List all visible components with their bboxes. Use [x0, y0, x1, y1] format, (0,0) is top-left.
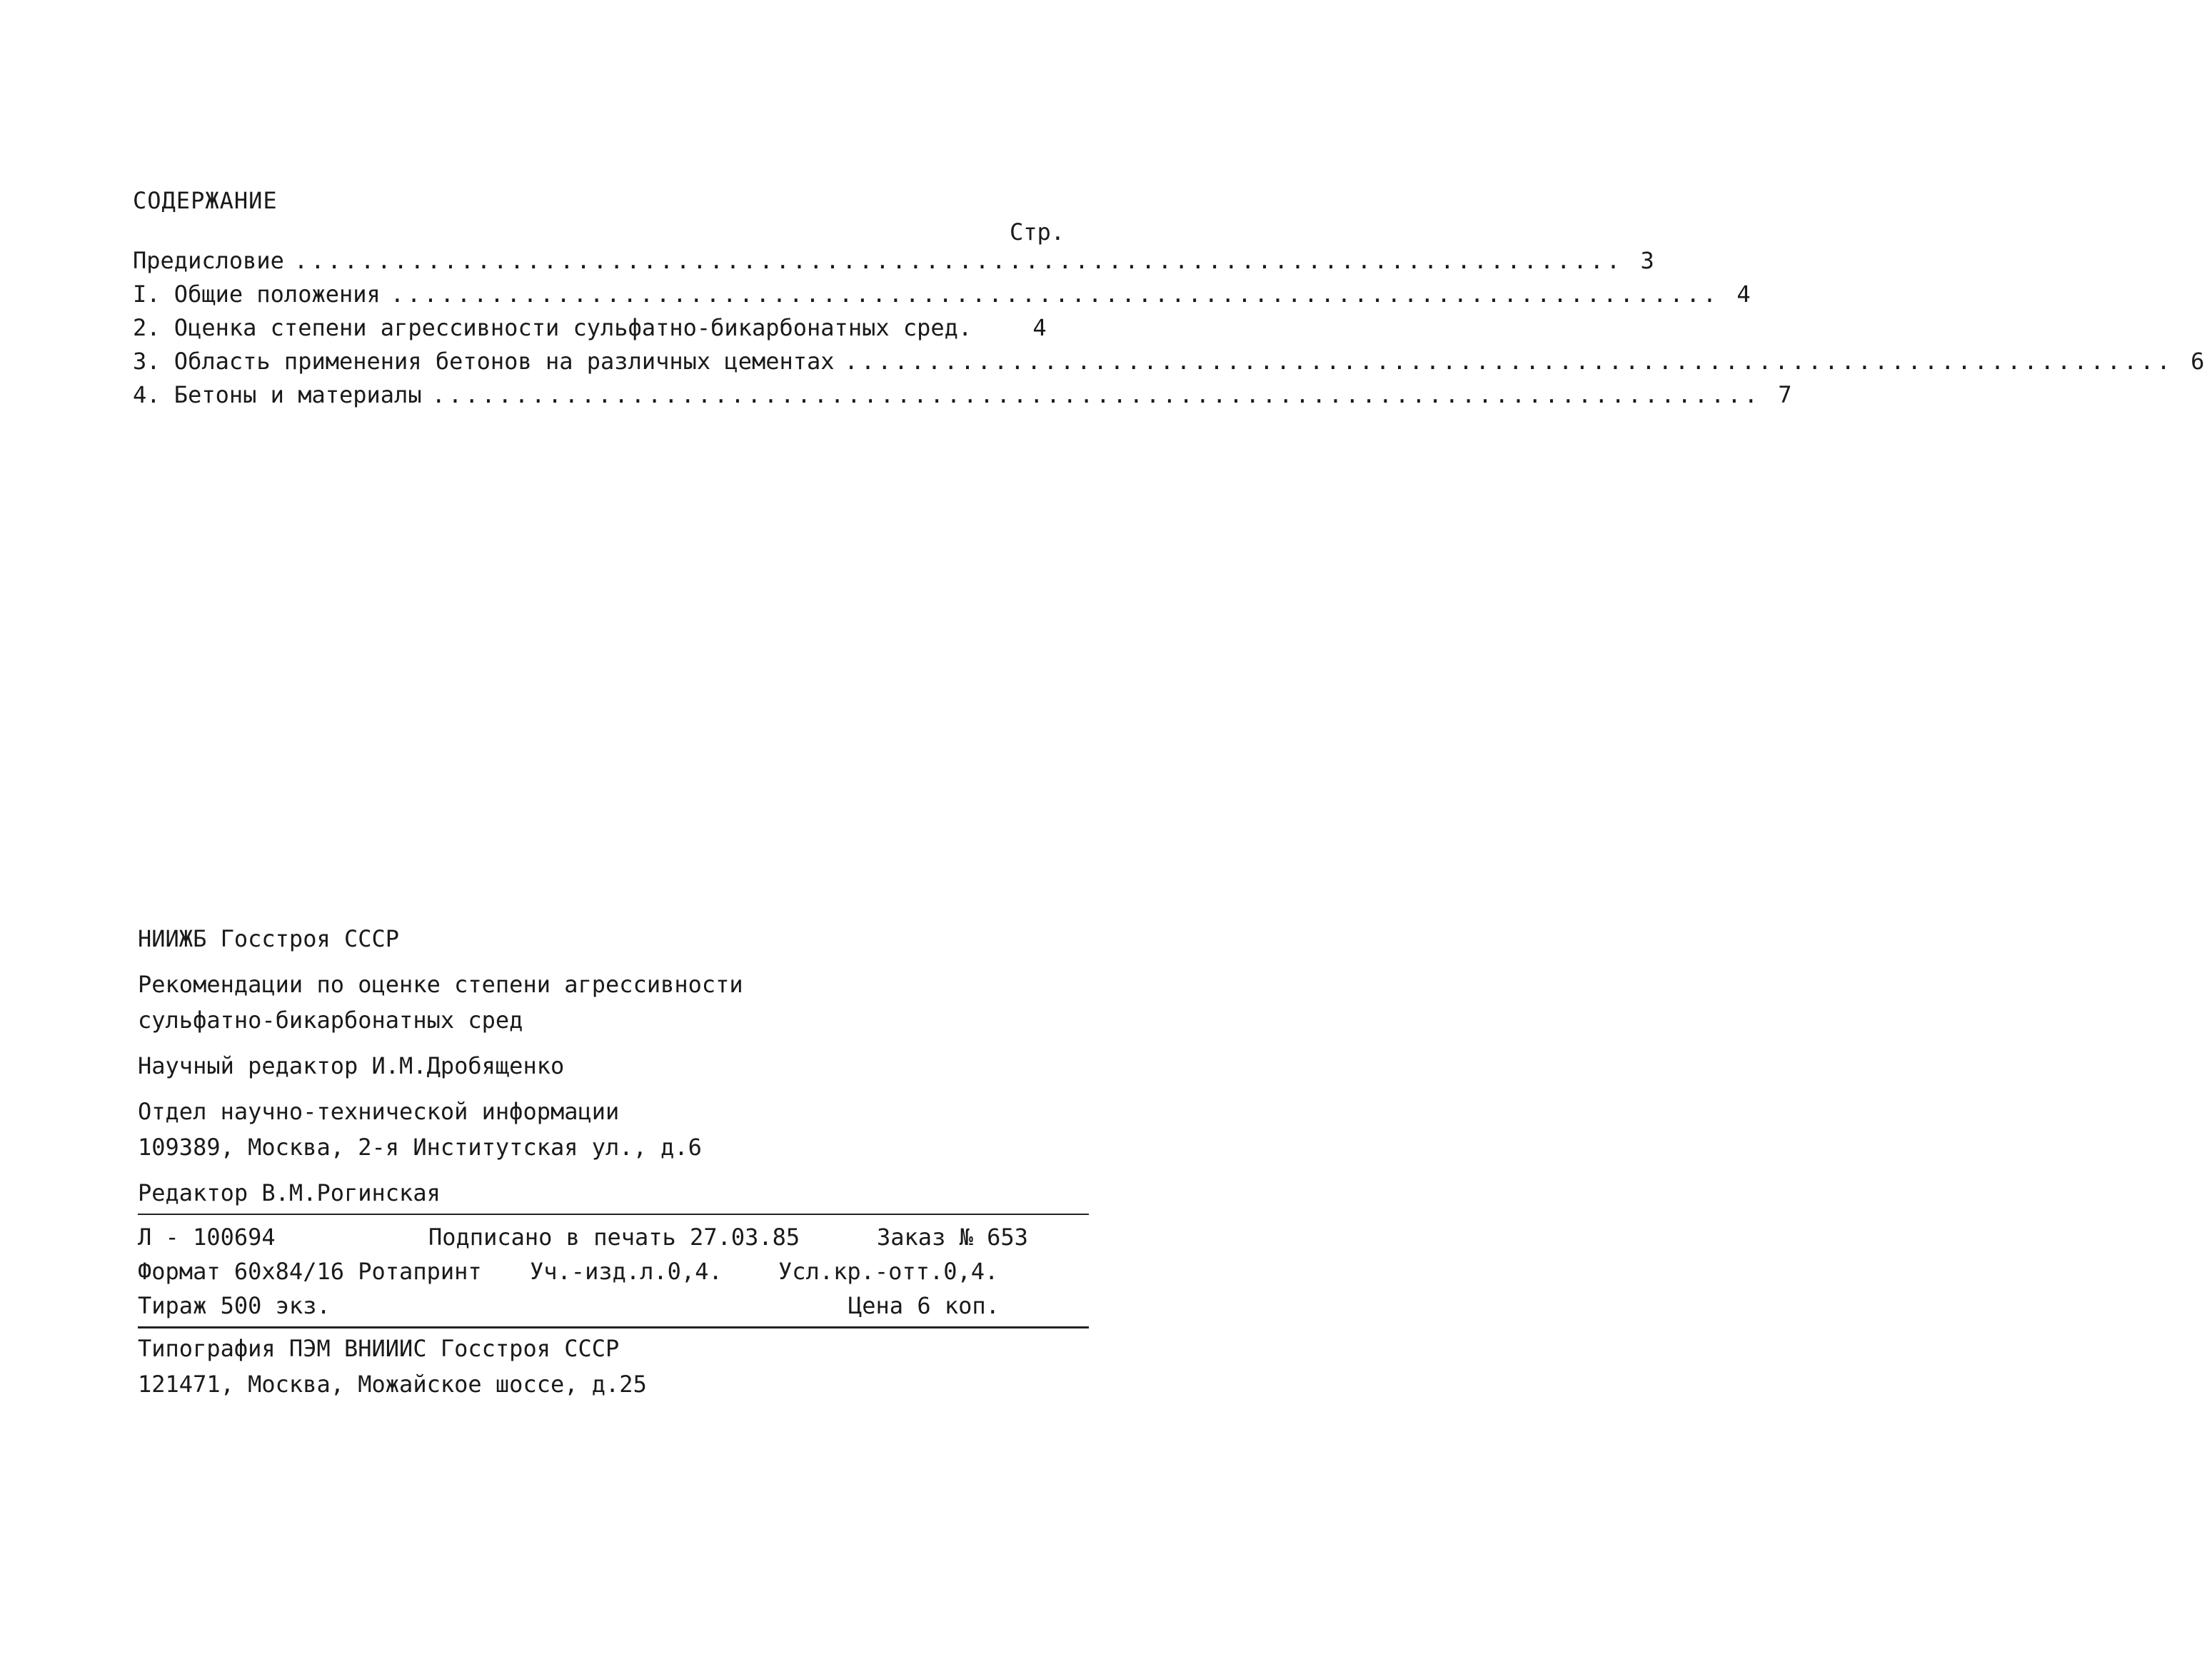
toc-entry — [133, 247, 1654, 281]
page-column-header: Стр. — [1010, 218, 1065, 246]
department: Отдел научно-технической информации — [138, 1098, 620, 1125]
toc-entry — [133, 281, 1751, 314]
toc-entry — [133, 314, 1054, 348]
toc-entry-title: Предисловие — [133, 247, 284, 274]
toc-entry-title: 2. Оценка степени агрессивности сульфатно-бикарбонатных сред. — [133, 314, 972, 341]
toc-leader-dots: ................................................................................ — [390, 281, 1720, 308]
print-sheets: Усл.кр.-отт.0,4. — [778, 1258, 999, 1285]
toc-leader-dots: ................................................................................ — [844, 348, 2173, 375]
book-title-line-2: сульфатно-бикарбонатных сред — [138, 1007, 523, 1034]
signed-for-print: Подписано в печать 27.03.85 — [428, 1224, 800, 1251]
toc-entry-page: 7 — [1778, 381, 1792, 408]
toc-entry-title: 4. Бетоны и материалы — [133, 381, 422, 408]
contents-heading: СОДЕРЖАНИЕ — [133, 187, 278, 214]
divider-top — [138, 1214, 1089, 1215]
toc-leader-dots: ................................................................................ — [293, 247, 1624, 274]
license-number: Л - 100694 — [138, 1224, 276, 1251]
table-of-contents — [133, 247, 2205, 415]
department-address: 109389, Москва, 2-я Институтская ул., д.6 — [138, 1134, 702, 1161]
toc-entry — [133, 381, 1792, 415]
printing-house: Типография ПЭМ ВНИИИС Госстроя СССР — [138, 1335, 620, 1362]
book-title-line-1: Рекомендации по оценке степени агрессивности — [138, 971, 743, 998]
toc-leader-dots: ................................................................................ — [431, 381, 1761, 408]
toc-entry-title: I. Общие положения — [133, 281, 381, 308]
order-number: Заказ № 653 — [877, 1224, 1028, 1251]
toc-entry-page: 3 — [1640, 247, 1654, 274]
toc-entry — [133, 348, 2205, 381]
printing-address: 121471, Москва, Можайское шоссе, д.25 — [138, 1371, 647, 1398]
divider-bottom — [138, 1326, 1089, 1328]
scientific-editor: Научный редактор И.М.Дробященко — [138, 1052, 565, 1079]
toc-entry-page: 4 — [1736, 281, 1751, 308]
paper-format: Формат 60х84/16 Ротапринт — [138, 1258, 482, 1285]
editor: Редактор В.М.Рогинская — [138, 1179, 441, 1206]
print-run: Тираж 500 экз. — [138, 1292, 331, 1319]
institute-name: НИИЖБ Госстроя СССР — [138, 925, 400, 952]
toc-entry-title: 3. Область применения бетонов на различных цементах — [133, 348, 835, 375]
publisher-sheets: Уч.-изд.л.0,4. — [530, 1258, 723, 1285]
toc-entry-page: 4 — [1032, 314, 1047, 341]
price: Цена 6 коп. — [848, 1292, 1000, 1319]
toc-entry-page: 6 — [2191, 348, 2205, 375]
